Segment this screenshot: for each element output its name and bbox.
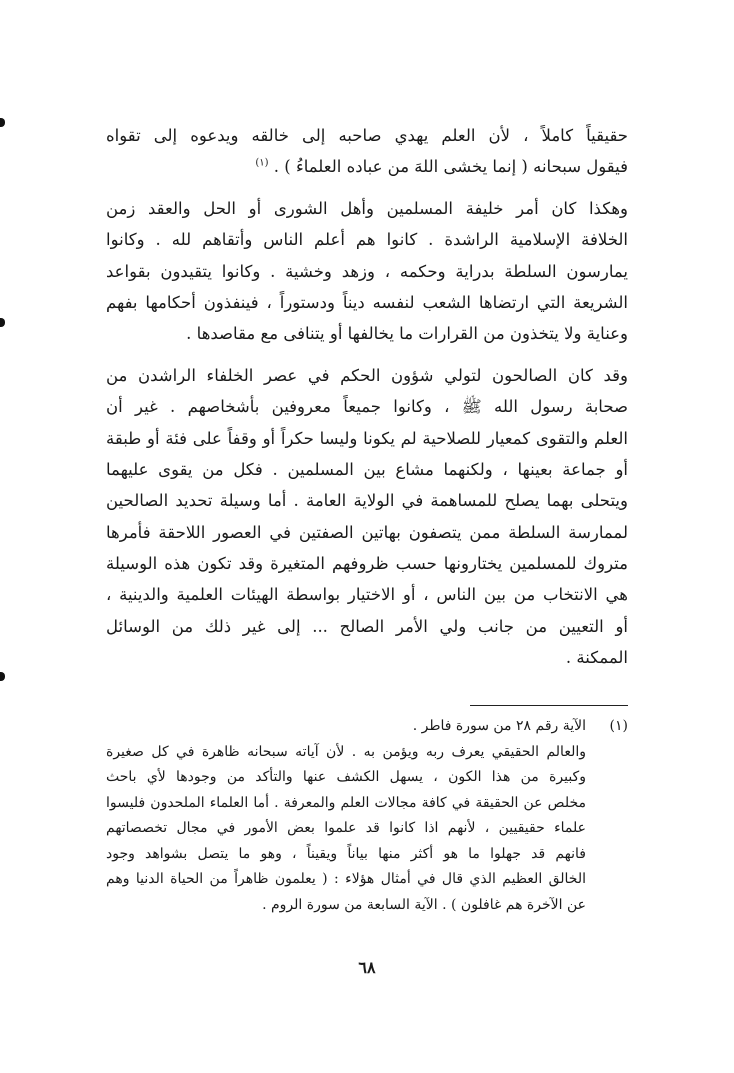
text-line: وهكذا كان أمر خليفة المسلمين وأهل الشورى أو الحل والعقد زمن xyxy=(106,198,628,218)
text-line: الخلافة الإسلامية الراشدة . كانوا هم أعلم الناس وأتقاهم لله . وكانوا xyxy=(106,230,628,250)
text-line: ويتحلى بهما يصلح للمساهمة في الولاية العامة . أما وسيلة تحديد الصالحين xyxy=(106,491,628,511)
page-number: ٦٨ xyxy=(358,958,376,977)
footnote-line: فانهم قد جهلوا ما هو أكثر منها بياناً ويقيناً ، وهو ما يتصل بشواهد وجود xyxy=(106,845,586,862)
text-line: الممكنة . xyxy=(565,648,628,668)
text-line: أو جماعة بعينها ، ولكنهما مشاع بين المسلمين . فكل من يقوى عليهما xyxy=(106,459,628,479)
footnote-body xyxy=(106,714,586,918)
text-line-content: فيقول سبحانه ( إنما يخشى اللهَ من عباده العلماءُ ) . xyxy=(273,157,628,177)
text-line: هي الانتخاب من بين الناس ، أو الاختيار بواسطة الهيئات العلمية والدينية ، xyxy=(106,585,628,605)
footnote-line: عن الآخرة هم غافلون ) . الآية السابعة من سورة الروم . xyxy=(262,896,586,913)
text-line: الشريعة التي ارتضاها الشعب لنفسه ديناً ودستوراً ، فينفذون أحكامها بفهم xyxy=(106,292,628,312)
text-line: حقيقياً كاملاً ، لأن العلم يهدي صاحبه إلى خالقه ويدعوه إلى تقواه xyxy=(106,126,628,145)
footnote-reference: (١) xyxy=(255,157,269,169)
text-line xyxy=(106,151,628,182)
margin-mark-lower xyxy=(0,672,5,681)
footnote-line: والعالم الحقيقي يعرف ربه ويؤمن به . لأن آياته سبحانه ظاهرة في كل صغيرة xyxy=(106,743,586,760)
paragraph-gap xyxy=(106,350,628,360)
footnote-separator xyxy=(470,705,628,706)
footnote-line: الخالق العظيم الذي قال في أمثال هؤلاء : ( يعلمون ظاهراً من الحياة الدنيا وهم xyxy=(106,871,586,887)
text-line: صحابة رسول الله ﷺ ، وكانوا جميعاً معروفين بأشخاصهم . غير أن xyxy=(106,397,628,417)
text-line: وعناية ولا يتخذون من القرارات ما يخالفها أو يتنافى مع مقاصدها . xyxy=(186,324,628,344)
footnote-line: وكبيرة من هذا الكون ، يسهل الكشف عنها والتأكد من وجودها لأي باحث xyxy=(106,769,586,785)
paragraph-gap xyxy=(106,183,628,193)
text-line: العلم والتقوى كمعيار للصلاحية لم يكونا وليسا حكراً أو وقفاً على فئة أو طبقة xyxy=(106,428,628,448)
main-text xyxy=(106,120,628,674)
footnote-line: مخلص عن الحقيقة في كافة مجالات العلم والمعرفة . أما العلماء الملحدون فليسوا xyxy=(106,794,586,811)
text-line: لممارسة السلطة ممن يتصفون بهاتين الصفتين في العصور اللاحقة فأمرها xyxy=(106,522,628,542)
footnote-line: الآية رقم ٢٨ من سورة فاطر . xyxy=(412,718,586,734)
text-line: يمارسون السلطة بدراية وحكمه ، وزهد وخشية . وكانوا يتقيدون بقواعد xyxy=(106,261,628,281)
text-line: وقد كان الصالحون لتولي شؤون الحكم في عصر الخلفاء الراشدن من xyxy=(106,365,628,385)
text-line: متروك للمسلمين يختارونها حسب ظروفهم المتغيرة وقد تكون هذه الوسيلة xyxy=(106,554,628,574)
margin-mark-middle xyxy=(0,318,5,327)
footnote-line: علماء حقيقيين ، لأنهم اذا كانوا قد علموا بعض الأمور في مجال تخصصاتهم xyxy=(106,820,586,836)
footnote xyxy=(106,714,628,918)
margin-mark-top xyxy=(0,118,5,127)
text-line: أو التعيين من جانب ولي الأمر الصالح ... إلى غير ذلك من الوسائل xyxy=(106,616,628,636)
footnote-number: (١) xyxy=(609,718,628,734)
